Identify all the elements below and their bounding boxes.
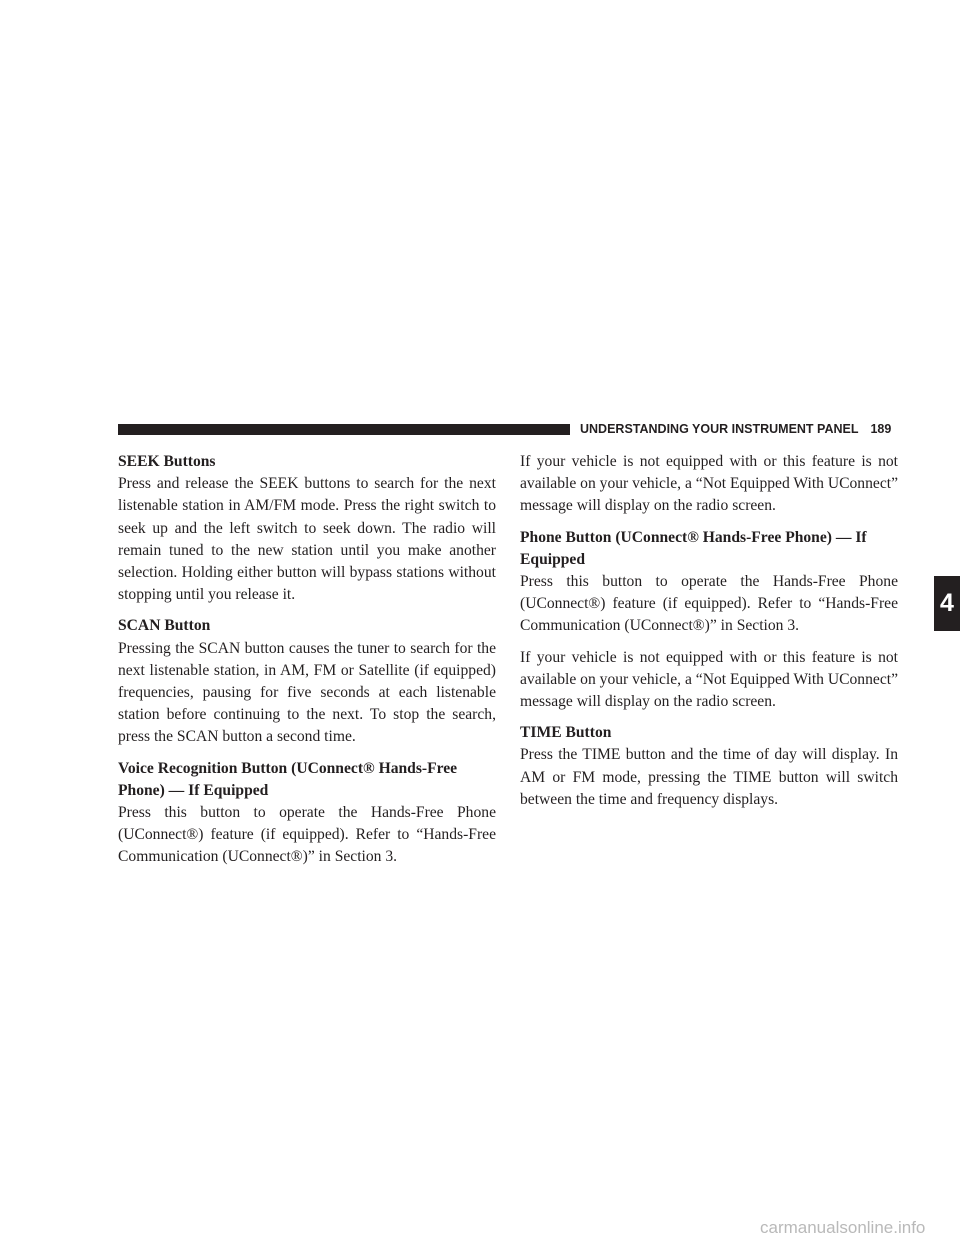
paragraph: Press and release the SEEK buttons to search for the next listenable station in AM/FM mode. Press the right switch to seek up and the left switch to seek down. The radio will remain tuned to the new station until you make another selection. Holding either button will bypass stations without stopping until you release it. [118,475,496,604]
section-heading: Voice Recognition Button (UConnect® Hands-Free Phone) — If Equipped [118,759,458,799]
section-not-equipped [520,451,898,518]
section-seek [118,451,496,606]
paragraph: Pressing the SCAN button causes the tuner to search for the next listenable station, in AM, FM or Satellite (if equipped) frequencies, pausing for five seconds at each listenable station before continuing to the next. To stop the search, press the SCAN button a second time. [118,639,496,746]
section-heading: SCAN Button [118,617,211,635]
paragraph: Press this button to operate the Hands-Free Phone (UConnect®) feature (if equipped). Refer to “Hands-Free Communication (UConnect®)” in Section 3. [118,804,496,866]
header-rule [118,424,570,435]
watermark-logo: carmanualsonline.info [760,1218,926,1237]
section-tab: 4 [934,576,960,631]
section-time [520,722,898,811]
paragraph: Press the TIME button and the time of day will display. In AM or FM mode, pressing the TIME button will switch between the time and frequency displays. [520,746,898,808]
section-voice-recognition [118,758,496,869]
section-scan [118,615,496,748]
section-phone [520,527,898,714]
section-heading: TIME Button [520,724,612,742]
paragraph: Press this button to operate the Hands-Free Phone (UConnect®) feature (if equipped). Refer to “Hands-Free Communication (UConnect®)” in Section 3. [520,573,898,635]
page-number: 189 [870,422,892,436]
section-heading: SEEK Buttons [118,453,216,470]
left-column [118,451,496,878]
paragraph: If your vehicle is not equipped with or this feature is not available on your vehicle, a “Not Equipped With UConnect” message will display on the radio screen. [520,453,898,515]
paragraph: If your vehicle is not equipped with or this feature is not available on your vehicle, a “Not Equipped With UConnect” message will display on the radio screen. [520,648,898,711]
right-column [520,451,898,820]
header-title: UNDERSTANDING YOUR INSTRUMENT PANEL [580,422,859,436]
section-heading: Phone Button (UConnect® Hands-Free Phone) — If Equipped [520,528,867,568]
running-header [580,420,891,438]
